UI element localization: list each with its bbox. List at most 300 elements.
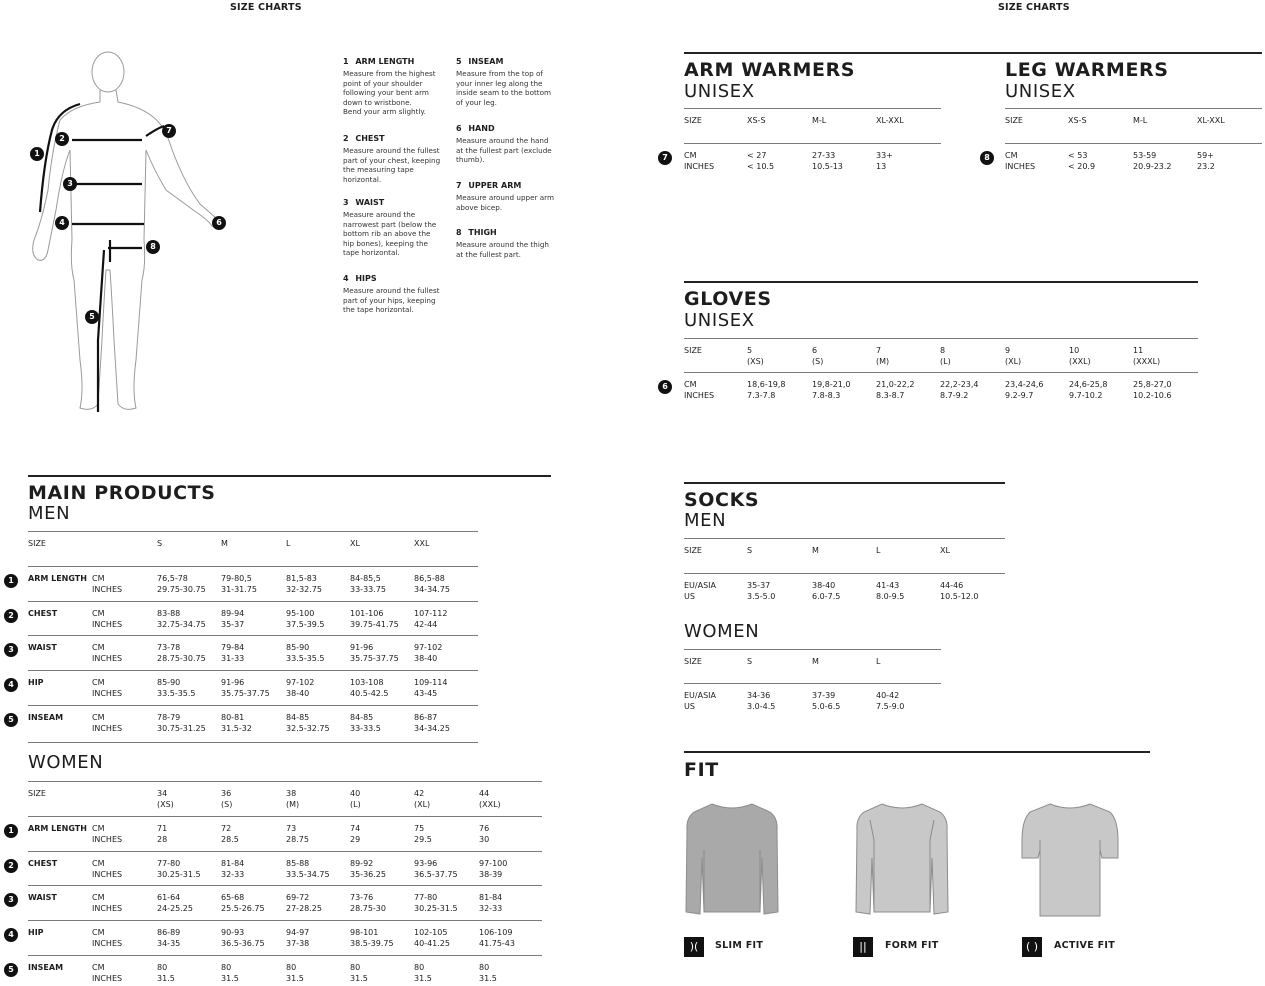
guide-number: 6 [456, 124, 462, 133]
figure-marker-2: 2 [55, 132, 69, 146]
guide-heading-8 [456, 227, 497, 238]
women-cell: 90-93 [221, 928, 245, 938]
women-cell: 36.5-36.75 [221, 939, 265, 949]
men-cell: 35.75-37.75 [221, 689, 270, 699]
men-unit-secondary: INCHES [92, 585, 123, 594]
guide-heading-2 [343, 133, 385, 144]
men-row-marker: 3 [4, 643, 18, 657]
women-cell: 37-38 [286, 939, 310, 949]
left-page-header: SIZE CHARTS [230, 2, 302, 13]
leg-warmers-size-header: M-L [1133, 116, 1148, 125]
figure-marker-6: 6 [212, 216, 226, 230]
men-cell: 83-88 [157, 608, 181, 618]
men-cell: 109-114 [414, 678, 448, 688]
men-cell: 30.75-31.25 [157, 723, 206, 733]
socks-men-cell: 10.5-12.0 [940, 592, 979, 601]
women-size-header: 42 [414, 789, 425, 798]
men-cell: 29.75-30.75 [157, 585, 206, 594]
women-cell: 81-84 [479, 893, 503, 903]
socks-women-size-header: M [812, 657, 819, 666]
men-row-label: CHEST [28, 608, 58, 618]
women-cell: 106-109 [479, 928, 513, 938]
men-cell: 79-80,5 [221, 574, 252, 583]
men-cell: 107-112 [414, 608, 448, 618]
socks-men-size-header: M [812, 546, 819, 555]
guide-description-7: Measure around upper arm above bicep. [456, 193, 554, 212]
women-cell: 32-33 [479, 904, 503, 914]
women-row-rule [28, 885, 542, 886]
men-row-label: INSEAM [28, 712, 64, 722]
women-cell: 65-68 [221, 893, 245, 903]
women-header-rule [28, 781, 542, 782]
women-cell: 61-64 [157, 893, 181, 903]
arm-warmers-size-header: XS-S [747, 116, 766, 125]
men-cell: 85-90 [157, 678, 181, 688]
gloves-cell: 8.7-9.2 [940, 391, 969, 400]
gloves-cell: 9.2-9.7 [1005, 391, 1034, 400]
socks-women-unit-primary: EU/ASIA [684, 691, 716, 700]
gloves-unit-secondary: INCHES [684, 391, 715, 400]
women-cell: 81-84 [221, 858, 245, 868]
figure-marker-3: 3 [63, 177, 77, 191]
leg-warmers-size-header: XL-XXL [1197, 116, 1225, 125]
men-cell: 86,5-88 [414, 574, 445, 583]
men-cell: 31-31.75 [221, 585, 257, 594]
women-unit-secondary: INCHES [92, 904, 123, 914]
socks-men-header-rule [684, 538, 1005, 539]
socks-men-subtitle: MEN [684, 510, 727, 531]
women-cell: 31.5 [286, 973, 304, 983]
gloves-row-marker: 6 [658, 380, 672, 394]
fit-top-rule [684, 751, 1150, 753]
socks-women-size-header: L [876, 657, 881, 666]
men-cell: 73-78 [157, 643, 181, 653]
gloves-cell: 18,6-19,8 [747, 380, 786, 389]
women-row-marker: 4 [4, 928, 18, 942]
men-size-header: M [221, 539, 228, 548]
socks-men-unit-secondary: US [684, 592, 695, 601]
gloves-size-header: 10 [1069, 346, 1080, 355]
women-cell: 72 [221, 824, 232, 833]
right-page-header: SIZE CHARTS [998, 2, 1070, 13]
men-cell: 103-108 [350, 678, 384, 688]
socks-men-cell: 35-37 [747, 581, 771, 590]
women-cell: 80 [157, 962, 168, 972]
gloves-cell: 7.8-8.3 [812, 391, 841, 400]
women-row-label: WAIST [28, 893, 57, 903]
gloves-cell: 9.7-10.2 [1069, 391, 1103, 400]
socks-women-header-bottom-rule [684, 683, 941, 684]
socks-women-cell: 40-42 [876, 691, 900, 700]
women-cell: 85-88 [286, 858, 310, 868]
men-unit-primary: CM [92, 678, 105, 688]
women-size-header: 38 [286, 789, 297, 798]
women-cell: 28.75-30 [350, 904, 386, 914]
socks-men-size-header: XL [940, 546, 950, 555]
leg-warmers-row-marker: 8 [980, 151, 994, 165]
men-unit-secondary: INCHES [92, 689, 123, 699]
gloves-size-header: 8 [940, 346, 946, 355]
women-header-bottom-rule [28, 816, 542, 817]
women-cell: 80 [221, 962, 232, 972]
main-women-subtitle: WOMEN [28, 752, 104, 773]
women-cell: 30 [479, 835, 490, 844]
guide-title: WAIST [352, 198, 385, 207]
socks-men-size-header: S [747, 546, 753, 555]
socks-top-rule [684, 482, 1005, 484]
guide-description-4: Measure around the fullest part of your hips, keeping the tape horizontal. [343, 286, 440, 315]
women-cell: 40-41.25 [414, 939, 450, 949]
gloves-size-header: (XXL) [1069, 357, 1091, 366]
gloves-unit-primary: CM [684, 380, 697, 389]
women-size-header: (M) [286, 800, 300, 809]
women-size-header: 44 [479, 789, 490, 798]
body-measurement-figure [22, 40, 242, 420]
arm-warmers-title: ARM WARMERS [684, 59, 856, 81]
women-unit-primary: CM [92, 858, 105, 868]
women-cell: 31.5 [479, 973, 497, 983]
women-row-label: ARM LENGTH [28, 824, 87, 833]
guide-title: UPPER ARM [465, 181, 522, 190]
guide-description-5: Measure from the top of your inner leg along the inside seam to the bottom of your leg. [456, 69, 551, 107]
fit-title: FIT [684, 759, 719, 781]
guide-number: 3 [343, 198, 349, 207]
socks-women-cell: 3.0-4.5 [747, 702, 776, 711]
form-fit-label: FORM FIT [885, 940, 939, 951]
men-cell: 33-33.75 [350, 585, 386, 594]
men-cell: 38-40 [414, 654, 438, 664]
men-cell: 80-81 [221, 712, 245, 722]
women-cell: 31.5 [350, 973, 368, 983]
women-cell: 27-28.25 [286, 904, 322, 914]
gloves-title: GLOVES [684, 288, 772, 310]
men-cell: 32-32.75 [286, 585, 322, 594]
guide-title: INSEAM [465, 57, 504, 66]
leg-warmers-cell: 53-59 [1133, 151, 1157, 160]
gloves-cell: 8.3-8.7 [876, 391, 905, 400]
men-cell: 33.5-35.5 [157, 689, 196, 699]
women-cell: 29 [350, 835, 361, 844]
arm-warmers-subtitle: UNISEX [684, 81, 755, 102]
guide-description-3: Measure around the narrowest part (below the bottom rib an above the hip bones), keeping the tape horizontal. [343, 210, 437, 258]
men-row-label: WAIST [28, 643, 57, 653]
leg-warmers-size-label: SIZE [1005, 116, 1023, 125]
women-cell: 89-92 [350, 858, 374, 868]
women-cell: 30.25-31.5 [414, 904, 458, 914]
form-fit-shirt [852, 800, 952, 920]
socks-women-cell: 5.0-6.5 [812, 702, 841, 711]
men-row-rule [28, 705, 478, 706]
women-cell: 80 [414, 962, 425, 972]
women-size-header: (S) [221, 800, 233, 809]
guide-number: 1 [343, 57, 349, 66]
active-fit-shirt [1020, 800, 1120, 920]
men-table-end-rule [28, 742, 478, 743]
arm-warmers-header-rule [684, 108, 941, 109]
gloves-cell: 10.2-10.6 [1133, 391, 1172, 400]
women-row-rule [28, 851, 542, 852]
leg-warmers-cell: 20.9-23.2 [1133, 162, 1172, 171]
women-row-marker: 5 [4, 963, 18, 977]
men-cell: 34-34.75 [414, 585, 450, 594]
women-unit-secondary: INCHES [92, 973, 123, 983]
women-unit-primary: CM [92, 893, 105, 903]
women-cell: 24-25.25 [157, 904, 193, 914]
gloves-subtitle: UNISEX [684, 310, 755, 331]
leg-warmers-cell: < 20.9 [1068, 162, 1096, 171]
women-cell: 102-105 [414, 928, 448, 938]
men-cell: 39.75-41.75 [350, 619, 399, 629]
socks-men-cell: 6.0-7.5 [812, 592, 841, 601]
women-cell: 41.75-43 [479, 939, 515, 949]
leg-warmers-cell: 23.2 [1197, 162, 1215, 171]
men-cell: 40.5-42.5 [350, 689, 389, 699]
gloves-cell: 25,8-27,0 [1133, 380, 1172, 389]
men-cell: 81,5-83 [286, 574, 317, 583]
men-row-marker: 5 [4, 713, 18, 727]
men-unit-primary: CM [92, 712, 105, 722]
socks-men-size-header: L [876, 546, 881, 555]
women-unit-secondary: INCHES [92, 939, 123, 949]
guide-description-1: Measure from the highest point of your shoulder following your bent arm down to wristbone. Bend your arm slightly. [343, 69, 436, 117]
main-products-title: MAIN PRODUCTS [28, 482, 216, 504]
women-row-label: HIP [28, 928, 44, 938]
leg-warmers-unit-secondary: INCHES [1005, 162, 1036, 171]
guide-heading-3 [343, 197, 384, 208]
men-cell: 84-85 [286, 712, 310, 722]
arm-warmers-unit-primary: CM [684, 151, 697, 160]
gloves-size-header: 9 [1005, 346, 1011, 355]
men-cell: 37.5-39.5 [286, 619, 325, 629]
men-cell: 42-44 [414, 619, 438, 629]
active-fit-label: ACTIVE FIT [1054, 940, 1115, 951]
women-cell: 34-35 [157, 939, 181, 949]
guide-heading-1 [343, 56, 414, 67]
women-cell: 31.5 [414, 973, 432, 983]
guide-title: HIPS [352, 274, 377, 283]
guide-title: ARM LENGTH [352, 57, 415, 66]
women-size-header: (XXL) [479, 800, 501, 809]
gloves-header-bottom-rule [684, 372, 1198, 373]
gloves-size-header: (L) [940, 357, 951, 366]
women-row-rule [28, 955, 542, 956]
active-fit-icon: ( ) [1022, 937, 1042, 957]
socks-women-unit-secondary: US [684, 702, 695, 711]
guide-number: 5 [456, 57, 462, 66]
women-unit-primary: CM [92, 824, 105, 833]
socks-women-size-header: S [747, 657, 753, 666]
women-cell: 77-80 [414, 893, 438, 903]
women-row-marker: 1 [4, 824, 18, 838]
leg-warmers-header-bottom-rule [1005, 143, 1262, 144]
gloves-header-rule [684, 338, 1198, 339]
socks-women-cell: 37-39 [812, 691, 836, 700]
men-size-header: XL [350, 539, 360, 548]
men-cell: 89-94 [221, 608, 245, 618]
women-unit-secondary: INCHES [92, 869, 123, 879]
women-cell: 71 [157, 824, 168, 833]
women-cell: 28.75 [286, 835, 309, 844]
women-cell: 98-101 [350, 928, 379, 938]
gloves-size-header: (XS) [747, 357, 764, 366]
women-unit-primary: CM [92, 962, 105, 972]
socks-women-header-rule [684, 649, 941, 650]
figure-marker-1: 1 [30, 147, 44, 161]
women-cell: 75 [414, 824, 425, 833]
leg-warmers-header-rule [1005, 108, 1262, 109]
guide-heading-7 [456, 180, 521, 191]
women-cell: 33.5-34.75 [286, 869, 330, 879]
women-cell: 94-97 [286, 928, 310, 938]
women-cell: 31.5 [221, 973, 239, 983]
men-size-header: S [157, 539, 163, 548]
women-row-marker: 3 [4, 893, 18, 907]
gloves-cell: 21,0-22,2 [876, 380, 915, 389]
guide-title: CHEST [352, 134, 385, 143]
men-cell: 78-79 [157, 712, 181, 722]
arm-warmers-cell: < 10.5 [747, 162, 775, 171]
men-row-label: HIP [28, 678, 44, 688]
men-cell: 86-87 [414, 712, 438, 722]
men-cell: 33-33.5 [350, 723, 381, 733]
guide-title: HAND [465, 124, 495, 133]
men-cell: 32.5-32.75 [286, 723, 330, 733]
men-cell: 85-90 [286, 643, 310, 653]
guide-description-2: Measure around the fullest part of your chest, keeping the measuring tape horizontal. [343, 146, 441, 184]
guide-title: THIGH [465, 228, 497, 237]
socks-women-subtitle: WOMEN [684, 621, 760, 642]
women-unit-secondary: INCHES [92, 835, 123, 844]
gloves-size-header: 6 [812, 346, 818, 355]
men-unit-primary: CM [92, 643, 105, 653]
men-size-header: L [286, 539, 291, 548]
accessories-top-rule [684, 52, 1262, 54]
men-header-bottom-rule [28, 566, 478, 567]
men-cell: 97-102 [286, 678, 315, 688]
arm-warmers-size-header: XL-XXL [876, 116, 904, 125]
gloves-size-label: SIZE [684, 346, 702, 355]
socks-men-size-label: SIZE [684, 546, 702, 555]
women-size-header: (XL) [414, 800, 431, 809]
women-cell: 74 [350, 824, 361, 833]
gloves-size-header: 11 [1133, 346, 1144, 355]
guide-heading-4 [343, 273, 377, 284]
socks-women-cell: 34-36 [747, 691, 771, 700]
figure-marker-4: 4 [55, 216, 69, 230]
women-cell: 30.25-31.5 [157, 869, 201, 879]
slim-fit-label: SLIM FIT [715, 940, 764, 951]
women-cell: 76 [479, 824, 490, 833]
women-size-header: (L) [350, 800, 361, 809]
arm-warmers-size-label: SIZE [684, 116, 702, 125]
women-cell: 38.5-39.75 [350, 939, 394, 949]
women-cell: 31.5 [157, 973, 175, 983]
men-cell: 35-37 [221, 619, 245, 629]
guide-description-6: Measure around the hand at the fullest part (exclude thumb). [456, 136, 552, 165]
gloves-cell: 22,2-23,4 [940, 380, 979, 389]
men-row-rule [28, 670, 478, 671]
men-size-label: SIZE [28, 539, 46, 548]
socks-men-cell: 41-43 [876, 581, 900, 590]
socks-men-cell: 38-40 [812, 581, 836, 590]
gloves-size-header: (M) [876, 357, 890, 366]
men-cell: 28.75-30.75 [157, 654, 206, 664]
figure-marker-5: 5 [85, 310, 99, 324]
women-cell: 73-76 [350, 893, 374, 903]
arm-warmers-unit-secondary: INCHES [684, 162, 715, 171]
men-cell: 38-40 [286, 689, 310, 699]
slim-fit-icon: )( [684, 937, 704, 957]
gloves-cell: 24,6-25,8 [1069, 380, 1108, 389]
women-cell: 97-100 [479, 858, 508, 868]
gloves-size-header: 7 [876, 346, 882, 355]
men-cell: 95-100 [286, 608, 315, 618]
men-cell: 84-85,5 [350, 574, 381, 583]
figure-marker-7: 7 [162, 124, 176, 138]
form-fit-icon: || [853, 937, 873, 957]
men-cell: 31.5-32 [221, 723, 252, 733]
women-size-header: 36 [221, 789, 232, 798]
women-cell: 36.5-37.75 [414, 869, 458, 879]
women-row-marker: 2 [4, 859, 18, 873]
women-cell: 86-89 [157, 928, 181, 938]
socks-women-size-label: SIZE [684, 657, 702, 666]
women-cell: 25.5-26.75 [221, 904, 265, 914]
arm-warmers-size-header: M-L [812, 116, 827, 125]
arm-warmers-row-marker: 7 [658, 151, 672, 165]
gloves-size-header: (XL) [1005, 357, 1022, 366]
women-cell: 69-72 [286, 893, 310, 903]
guide-heading-6 [456, 123, 495, 134]
women-size-header: 34 [157, 789, 168, 798]
arm-warmers-cell: 27-33 [812, 151, 836, 160]
men-row-rule [28, 601, 478, 602]
guide-number: 8 [456, 228, 462, 237]
main-products-top-rule [28, 475, 551, 477]
leg-warmers-subtitle: UNISEX [1005, 81, 1076, 102]
men-unit-primary: CM [92, 608, 105, 618]
women-cell: 29.5 [414, 835, 432, 844]
women-cell: 38-39 [479, 869, 503, 879]
women-cell: 28.5 [221, 835, 239, 844]
men-cell: 31-33 [221, 654, 245, 664]
gloves-size-header: 5 [747, 346, 753, 355]
socks-women-cell: 7.5-9.0 [876, 702, 905, 711]
arm-warmers-cell: 13 [876, 162, 887, 171]
gloves-cell: 23,4-24,6 [1005, 380, 1044, 389]
men-unit-primary: CM [92, 574, 105, 583]
men-row-label: ARM LENGTH [28, 574, 87, 583]
leg-warmers-size-header: XS-S [1068, 116, 1087, 125]
men-cell: 79-84 [221, 643, 245, 653]
leg-warmers-cell: 59+ [1197, 151, 1214, 160]
guide-number: 7 [456, 181, 462, 190]
men-row-marker: 2 [4, 609, 18, 623]
women-cell: 73 [286, 824, 297, 833]
women-size-label: SIZE [28, 789, 46, 798]
arm-warmers-header-bottom-rule [684, 143, 941, 144]
women-cell: 28 [157, 835, 168, 844]
men-size-header: XXL [414, 539, 430, 548]
men-unit-secondary: INCHES [92, 654, 123, 664]
socks-men-header-bottom-rule [684, 573, 1005, 574]
socks-title: SOCKS [684, 489, 760, 511]
men-cell: 33.5-35.5 [286, 654, 325, 664]
socks-men-cell: 8.0-9.5 [876, 592, 905, 601]
men-cell: 35.75-37.75 [350, 654, 399, 664]
leg-warmers-unit-primary: CM [1005, 151, 1018, 160]
socks-men-cell: 44-46 [940, 581, 964, 590]
